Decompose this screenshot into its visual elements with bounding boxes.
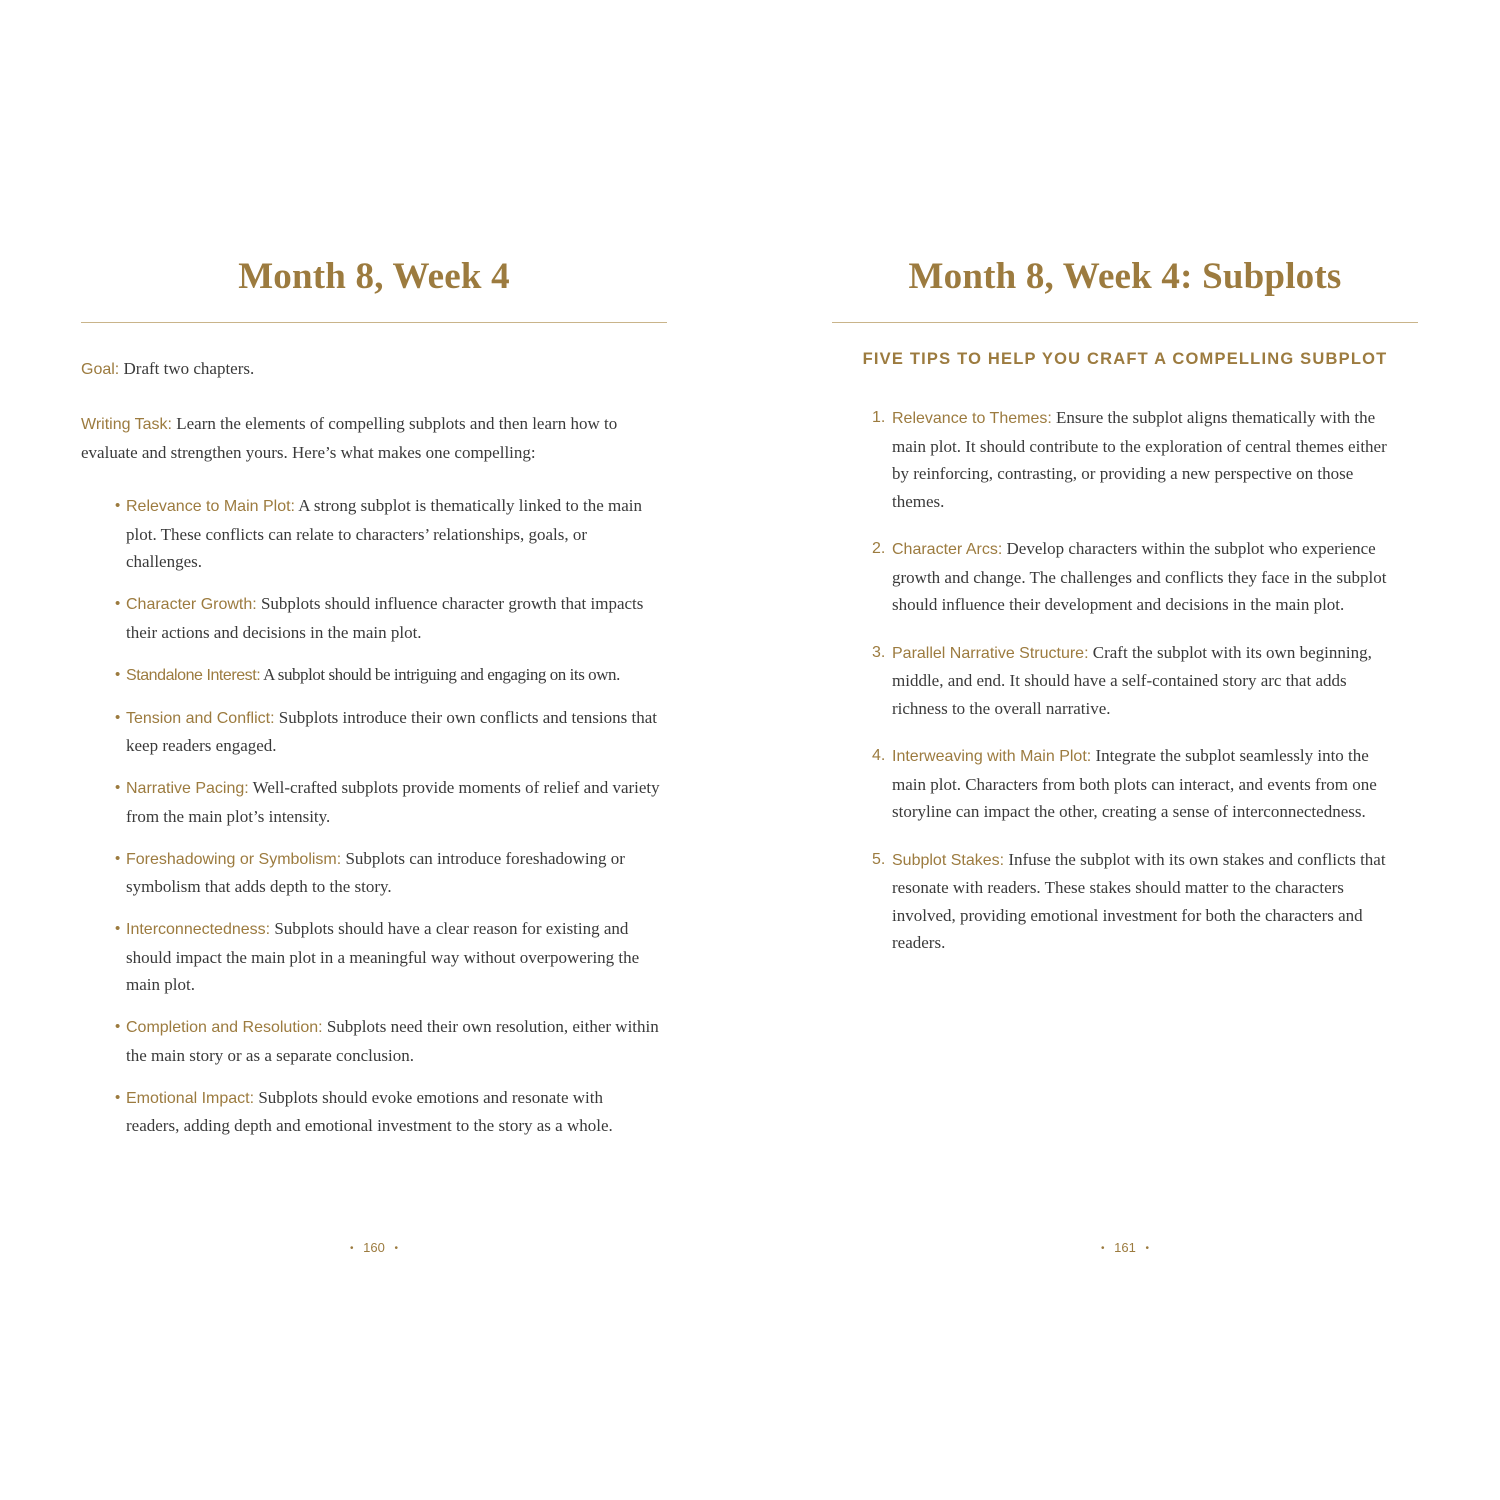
- bullet-icon: •: [115, 849, 121, 867]
- goal-text: Draft two chapters.: [123, 359, 255, 378]
- list-item-label: Character Growth:: [126, 596, 257, 613]
- list-item: [115, 845, 660, 901]
- dot-icon: •: [394, 1243, 398, 1254]
- list-item-label: Standalone Interest:: [126, 666, 261, 684]
- list-item-text: Subplots introduce their own conflicts and tensions that keep readers engaged.: [126, 707, 657, 755]
- list-item-label: Emotional Impact:: [126, 1089, 255, 1107]
- bullet-icon: •: [115, 497, 121, 514]
- list-item-text: Infuse the subplot with its own stakes and conflicts that resonate with readers. These stakes should matter to the characters involved, providing emotional investment for both the characters and readers.: [892, 849, 1386, 952]
- list-item: [115, 661, 660, 690]
- list-item: [872, 846, 1392, 957]
- list-item: [115, 774, 660, 830]
- page-number: [81, 1240, 667, 1255]
- writing-task-label: Writing Task:: [81, 416, 172, 433]
- list-item: [872, 639, 1392, 723]
- list-item-text: Subplots should evoke emotions and resonate with readers, adding depth and emotional investment to the story as a whole.: [126, 1087, 613, 1135]
- page-number: [832, 1240, 1418, 1255]
- list-item-label: Completion and Resolution:: [126, 1019, 323, 1036]
- list-item-label: Character Arcs:: [892, 541, 1003, 558]
- page-title: Month 8, Week 4: [238, 256, 510, 297]
- tips-list: [872, 404, 1392, 977]
- page-number-value: 161: [1114, 1240, 1136, 1255]
- list-item-label: Foreshadowing or Symbolism:: [126, 850, 342, 868]
- list-item-text: Subplots should influence character growth that impacts their actions and decisions in the main plot.: [126, 594, 644, 642]
- list-item-text: Ensure the subplot aligns thematically with the main plot. It should contribute to the exploration of central themes either by reinforcing, contrasting, or providing a new perspective on those themes.: [892, 408, 1387, 511]
- list-item-text: Subplots should have a clear reason for existing and should impact the main plot in a meaningful way without overpowering the main plot.: [126, 919, 640, 994]
- list-item-label: Narrative Pacing:: [126, 780, 249, 797]
- list-item: [115, 1084, 660, 1140]
- title-divider: [81, 322, 667, 323]
- list-item-text: A subplot should be intriguing and engaging on its own.: [263, 664, 620, 684]
- list-item-number: 1.: [872, 409, 886, 426]
- list-item-text: Integrate the subplot seamlessly into the main plot. Characters from both plots can interact, and events from one storyline can impact the other, creating a sense of interconnectedness.: [892, 746, 1377, 821]
- bullet-icon: •: [115, 1018, 121, 1035]
- list-item-text: Develop characters within the subplot who experience growth and change. The challenges and conflicts they face in the subplot should influence their development and decisions in the main plot.: [892, 539, 1387, 614]
- list-item-label: Relevance to Main Plot:: [126, 498, 295, 515]
- list-item-text: Well-crafted subplots provide moments of relief and variety from the main plot’s intensity.: [126, 778, 660, 826]
- writing-task-paragraph: [81, 410, 667, 466]
- dot-icon: •: [350, 1243, 354, 1254]
- list-item: [115, 492, 660, 576]
- list-item-label: Subplot Stakes:: [892, 851, 1005, 869]
- list-item-label: Relevance to Themes:: [892, 410, 1052, 427]
- section-heading: FIVE TIPS TO HELP YOU CRAFT A COMPELLING SUBPLOT: [862, 350, 1388, 368]
- list-item: [115, 915, 660, 999]
- dot-icon: •: [1101, 1243, 1105, 1254]
- list-item-label: Tension and Conflict:: [126, 709, 275, 727]
- list-item-label: Interweaving with Main Plot:: [892, 748, 1092, 765]
- goal-paragraph: [81, 355, 667, 384]
- list-item-text: Subplots can introduce foreshadowing or symbolism that adds depth to the story.: [126, 848, 625, 896]
- writing-task-text: Learn the elements of compelling subplots and then learn how to evaluate and strengthen yours. Here’s what makes one compelling:: [81, 414, 618, 462]
- bullet-icon: •: [115, 708, 121, 726]
- list-item: [115, 1013, 660, 1069]
- list-item: [115, 590, 660, 646]
- goal-label: Goal:: [81, 361, 120, 378]
- subplot-elements-list: [115, 492, 660, 1154]
- bullet-icon: •: [115, 920, 121, 937]
- page-title: Month 8, Week 4: Subplots: [908, 256, 1342, 297]
- dot-icon: •: [1145, 1243, 1149, 1254]
- list-item-text: A strong subplot is thematically linked to the main plot. These conflicts can relate to characters’ relationships, goals, or challenges.: [126, 496, 643, 571]
- list-item-number: 4.: [872, 747, 886, 764]
- list-item-number: 2.: [872, 540, 886, 557]
- list-item-label: Interconnectedness:: [126, 921, 271, 938]
- list-item-text: Subplots need their own resolution, either within the main story or as a separate conclusion.: [126, 1017, 659, 1065]
- list-item-text: Craft the subplot with its own beginning, middle, and end. It should have a self-contained story arc that adds richness to the overall narrative.: [892, 642, 1372, 718]
- bullet-icon: •: [115, 779, 121, 796]
- bullet-icon: •: [115, 595, 121, 612]
- list-item: [872, 742, 1392, 826]
- list-item: [872, 535, 1392, 619]
- list-item-label: Parallel Narrative Structure:: [892, 644, 1089, 662]
- bullet-icon: •: [115, 665, 120, 683]
- title-divider: [832, 322, 1418, 323]
- list-item: [872, 404, 1392, 515]
- list-item-number: 5.: [872, 850, 886, 868]
- list-item: [115, 704, 660, 760]
- page-number-value: 160: [363, 1240, 385, 1255]
- bullet-icon: •: [115, 1088, 121, 1106]
- list-item-number: 3.: [872, 643, 886, 661]
